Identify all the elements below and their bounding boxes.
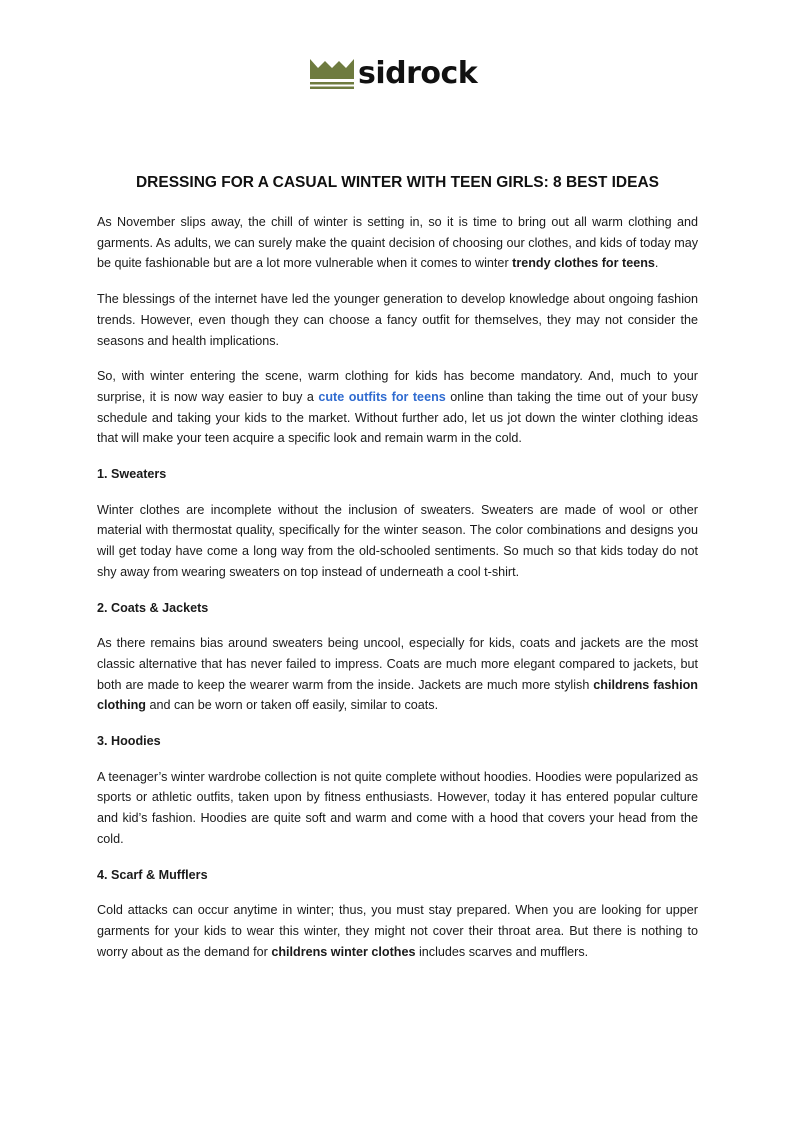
section-heading-coats: 2. Coats & Jackets	[97, 600, 209, 615]
section-heading-hoodies: 3. Hoodies	[97, 734, 161, 749]
section-text-coats	[97, 633, 698, 716]
section-heading-scarf: 4. Scarf & Mufflers	[97, 867, 208, 882]
section-heading-sweaters: 1. Sweaters	[97, 467, 167, 482]
brand-name: sidrock	[358, 56, 478, 91]
section-text-hoodies: A teenager’s winter wardrobe collection is not quite complete without hoodies. Hoodies were popularized as sports or athletic outfits, taken upon by fitness enthusiasts. However, today it has entered popular culture and kid’s fashion. Hoodies are quite soft and warm and come with a hood that covers your head from the cold.	[97, 769, 698, 846]
coats-keyword: childrens fashion clothing	[97, 677, 698, 713]
intro-end: .	[654, 256, 659, 271]
internet-paragraph: The blessings of the internet have led the younger generation to develop knowledge about ongoing fashion trends. However, even though they can choose a fancy outfit for themselves, they may not consider the seasons and health implications.	[97, 292, 698, 348]
intro-paragraph	[97, 212, 698, 274]
intro-keyword: trendy clothes for teens	[512, 256, 655, 271]
winter-text-after: online than taking the time out of your busy schedule and taking your kids to the market. Without further ado, let us jot down the winter clothing ideas that will make your teen acquire a specific look and remain warm in the cold.	[97, 389, 698, 446]
scarf-end: includes scarves and mufflers.	[415, 944, 589, 959]
article-body	[97, 172, 698, 977]
brand-logo[interactable]	[310, 56, 477, 92]
winter-text-before: So, with winter entering the scene, warm clothing for kids has become mandatory. And, much to your surprise, it is now way easier to buy a	[97, 369, 698, 404]
intro-text: As November slips away, the chill of winter is setting in, so it is time to bring out all warm clothing and garments. As adults, we can surely make the quaint decision of choosing our clothes, and kids of today may be quite fashionable but are a lot more vulnerable when it comes to winter	[97, 215, 698, 271]
article-title: DRESSING FOR A CASUAL WINTER WITH TEEN GIRLS: 8 BEST IDEAS	[135, 174, 659, 191]
section-text-scarf	[97, 900, 698, 962]
winter-paragraph	[97, 366, 698, 449]
coats-end: and can be worn or taken off easily, similar to coats.	[145, 698, 439, 713]
scarf-text: Cold attacks can occur anytime in winter; thus, you must stay prepared. When you are looking for upper garments for your kids to wear this winter, they might not cover their throat area. But there is nothing to worry about as the demand for	[97, 903, 698, 959]
cute-outfits-link[interactable]: cute outfits for teens	[318, 389, 446, 404]
coats-text: As there remains bias around sweaters being uncool, especially for kids, coats and jackets are the most classic alternative that has never failed to impress. Coats are much more elegant compared to jackets, but both are made to keep the wearer warm from the inside. Jackets are much more stylish	[97, 636, 698, 692]
crown-logo-icon	[310, 59, 354, 89]
section-text-sweaters: Winter clothes are incomplete without the inclusion of sweaters. Sweaters are made of wool or other material with thermostat quality, specifically for the winter season. The color combinations and designs you will get today have come a long way from the old-schooled sentiments. So much so that kids today do not shy away from wearing sweaters on top instead of underneath a cool t-shirt.	[97, 502, 698, 579]
scarf-keyword: childrens winter clothes	[271, 944, 416, 959]
